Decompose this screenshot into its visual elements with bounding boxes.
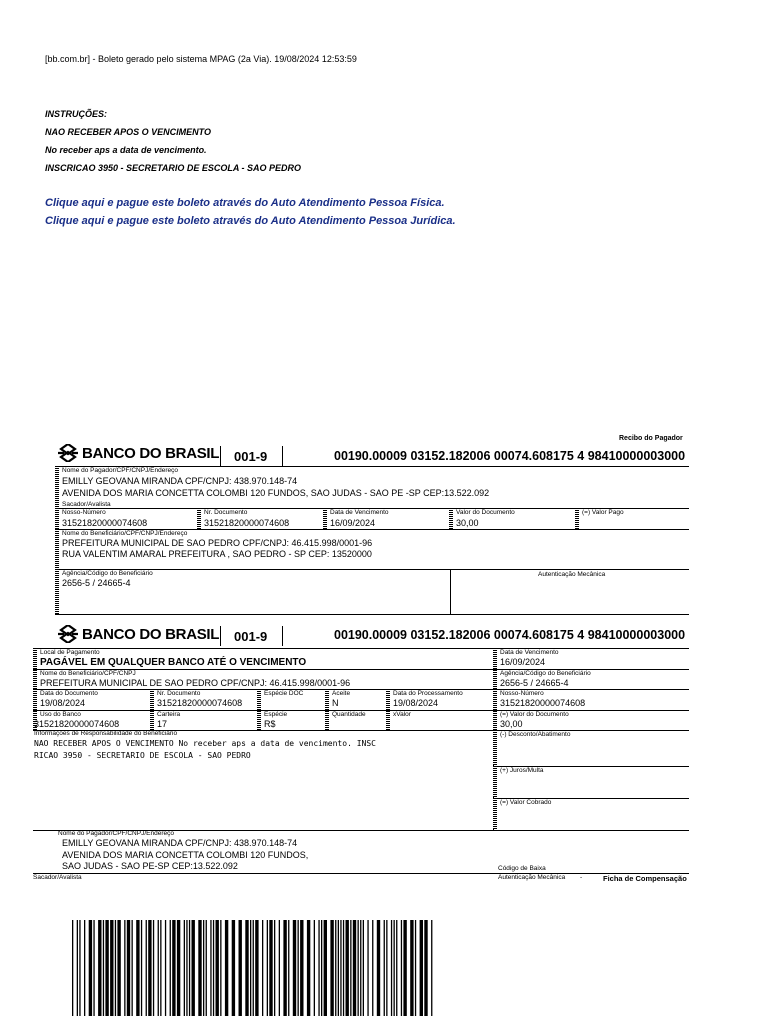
especie-label: Espécie: [264, 711, 288, 718]
barcode-bar: [177, 920, 180, 1016]
barcode-bar: [335, 920, 336, 1016]
barcode-bar: [79, 920, 80, 1016]
agencia: 2656-5 / 24665-4: [500, 678, 569, 688]
barcode-bar: [186, 920, 187, 1016]
barcode-bar: [403, 920, 406, 1016]
xvalor-label: xValor: [393, 711, 411, 718]
barcode-bar: [420, 920, 423, 1016]
bank-code: 001-9: [234, 629, 268, 644]
barcode-bar: [267, 920, 268, 1016]
link-pessoa-juridica[interactable]: Clique aqui e pague este boleto através do Auto Atendimento Pessoa Jurídica.: [45, 215, 456, 227]
info-label: Informações de Responsabilidade do Beneficiário: [34, 730, 178, 737]
bb-logo-icon: [57, 625, 79, 643]
quantidade-label: Quantidade: [332, 711, 366, 718]
barcode-bar: [279, 920, 280, 1016]
barcode-bar: [431, 920, 432, 1016]
barcode-bar: [245, 920, 248, 1016]
barcode-bar: [148, 920, 151, 1016]
beneficiario-line1: PREFEITURA MUNICIPAL DE SAO PEDRO CPF/CNPJ: 46.415.998/0001-96: [62, 538, 373, 548]
barcode-bar: [350, 920, 351, 1016]
barcode-bar: [213, 920, 214, 1016]
carteira-label: Carteira: [157, 711, 181, 718]
nosso-numero: 31521820000074608: [500, 698, 586, 708]
bb-logo-icon: [57, 444, 79, 462]
barcode-bar: [239, 920, 242, 1016]
barcode-bar: [105, 920, 108, 1016]
juros-label: (+) Juros/Multa: [500, 767, 544, 774]
benef: PREFEITURA MUNICIPAL DE SAO PEDRO CPF/CNPJ: 46.415.998/0001-96: [40, 678, 351, 688]
payer-line1: EMILLY GEOVANA MIRANDA CPF/CNPJ: 438.970.148-74: [62, 476, 298, 486]
instructions-title: INSTRUÇÕES:: [45, 109, 108, 119]
barcode-bar: [115, 920, 116, 1016]
barcode-bar: [386, 920, 387, 1016]
bank-code: 001-9: [234, 449, 268, 464]
barcode-bar: [330, 920, 333, 1016]
instruction-line: INSCRICAO 3950 - SECRETARIO DE ESCOLA - SAO PEDRO: [45, 163, 302, 173]
barcode-bar: [184, 920, 185, 1016]
barcode-bar: [192, 920, 195, 1016]
link-pessoa-fisica[interactable]: Clique aqui e pague este boleto através do Auto Atendimento Pessoa Física.: [45, 197, 445, 209]
barcode-bar: [394, 920, 395, 1016]
barcode-bar: [324, 920, 327, 1016]
barcode-bar: [314, 920, 315, 1016]
benef-label: Nome do Beneficiário/CPF/CNPJ: [40, 670, 136, 677]
dash-separator: -: [580, 874, 583, 881]
barcode-bar: [220, 920, 221, 1016]
venc: 16/09/2024: [500, 657, 546, 667]
valor-doc: 30,00: [456, 518, 479, 528]
pagador-line2: AVENIDA DOS MARIA CONCETTA COLOMBI 120 FUNDOS,: [62, 850, 309, 860]
local-pagamento: PAGÁVEL EM QUALQUER BANCO ATÉ O VENCIMENTO: [40, 657, 307, 668]
barcode-bar: [210, 920, 211, 1016]
barcode-bar: [424, 920, 427, 1016]
barcode-bar: [318, 920, 319, 1016]
beneficiario-label: Nome do Beneficiário/CPF/CNPJ/Endereço: [62, 530, 188, 537]
barcode-bar: [136, 920, 139, 1016]
agencia-label: Agência/Código do Beneficiário: [62, 570, 153, 577]
barcode-bar: [103, 920, 104, 1016]
barcode-bar: [160, 920, 161, 1016]
barcode-bar: [203, 920, 204, 1016]
sacador-label: Sacador/Avalista: [62, 501, 111, 508]
barcode-bar: [206, 920, 207, 1016]
valor-doc-label: (=) Valor do Documento: [500, 711, 569, 718]
barcode-bar: [98, 920, 101, 1016]
especie: R$: [264, 719, 276, 729]
nr-doc-label: Nr. Documento: [157, 690, 201, 697]
barcode-bar: [250, 920, 251, 1016]
vencimento: 16/09/2024: [330, 518, 376, 528]
barcode-bar: [410, 920, 413, 1016]
barcode-bar: [141, 920, 142, 1016]
barcode-bar: [401, 920, 402, 1016]
bank-name: BANCO DO BRASIL: [82, 444, 220, 462]
barcode-bar: [232, 920, 235, 1016]
barcode-bar: [372, 920, 373, 1016]
vencimento-label: Data de Vencimento: [330, 509, 389, 516]
barcode-bar: [165, 920, 166, 1016]
barcode-bar: [367, 920, 368, 1016]
barcode-bar: [293, 920, 296, 1016]
digitable-line: 00190.00009 03152.182006 00074.608175 4 98410000003000: [334, 449, 686, 463]
uso-banco: 31521820000074608: [34, 719, 120, 729]
sacador-label: Sacador/Avalista: [33, 874, 82, 881]
barcode-bar: [353, 920, 356, 1016]
barcode-bar: [283, 920, 286, 1016]
barcode-bar: [153, 920, 154, 1016]
barcode-bar: [360, 920, 361, 1016]
uso-banco-label: Uso do Banco: [40, 711, 81, 718]
pagador-line3: SAO JUDAS - SAO PE-SP CEP:13.522.092: [62, 861, 238, 871]
barcode-bar: [225, 920, 228, 1016]
barcode-bar: [321, 920, 322, 1016]
nr-doc-label: Nr. Documento: [204, 509, 248, 516]
autenticacao-label: Autenticação Mecânica: [538, 571, 606, 578]
barcode-bar: [72, 920, 73, 1016]
payer-line2: AVENIDA DOS MARIA CONCETTA COLOMBI 120 FUNDOS, SAO JUDAS - SAO PE -SP CEP:13.522.092: [62, 488, 490, 498]
barcode-bar: [274, 920, 275, 1016]
agencia-label: Agência/Código do Beneficiário: [500, 670, 591, 677]
nosso-numero: 31521820000074608: [62, 518, 148, 528]
barcode-bar: [340, 920, 341, 1016]
barcode-bar: [255, 920, 258, 1016]
barcode-bar: [89, 920, 92, 1016]
digitable-line: 00190.00009 03152.182006 00074.608175 4 98410000003000: [334, 628, 686, 642]
valor-doc-label: Valor do Documento: [456, 509, 515, 516]
barcode-bar: [391, 920, 392, 1016]
payer-label: Nome do Pagador/CPF/CNPJ/Endereço: [62, 467, 178, 474]
barcode-bar: [262, 920, 263, 1016]
barcode-bar: [117, 920, 120, 1016]
instruction-line: NAO RECEBER APOS O VENCIMENTO: [45, 127, 212, 137]
info-line1: NAO RECEBER APOS O VENCIMENTO No receber aps a data de vencimento. INSC: [34, 739, 376, 748]
barcode-bar: [415, 920, 416, 1016]
barcode-bar: [110, 920, 113, 1016]
autenticacao-label: Autenticação Mecânica: [498, 874, 566, 881]
nosso-numero-label: Nosso-Número: [500, 690, 544, 697]
venc-label: Data de Vencimento: [500, 649, 559, 656]
bank-logo: [57, 444, 219, 462]
bank-name: BANCO DO BRASIL: [82, 625, 220, 643]
especie-doc-label: Espécie DOC: [264, 690, 304, 697]
barcode-bar: [346, 920, 349, 1016]
barcode-bar: [93, 920, 94, 1016]
barcode-bar: [170, 920, 171, 1016]
barcode-bar: [377, 920, 380, 1016]
data-doc-label: Data do Documento: [40, 690, 98, 697]
barcode-bar: [124, 920, 125, 1016]
barcode-bar: [307, 920, 310, 1016]
valor-pago-label: (=) Valor Pago: [582, 509, 624, 516]
barcode-bar: [77, 920, 78, 1016]
nr-doc: 31521820000074608: [157, 698, 243, 708]
barcode-bar: [132, 920, 133, 1016]
data-doc: 19/08/2024: [40, 698, 86, 708]
barcode-bar: [158, 920, 159, 1016]
pagador-label: Nome do Pagador/CPF/CNPJ/Endereço: [58, 830, 174, 837]
cobrado-label: (=) Valor Cobrado: [500, 799, 552, 806]
barcode-bar: [189, 920, 190, 1016]
barcode-bar: [172, 920, 175, 1016]
codigo-baixa-label: Código de Baixa: [498, 865, 546, 872]
barcode-bar: [127, 920, 130, 1016]
barcode-bar: [358, 920, 359, 1016]
barcode-bar: [338, 920, 339, 1016]
page-header: [bb.com.br] - Boleto gerado pelo sistema MPAG (2a Via). 19/08/2024 12:53:59: [45, 54, 357, 64]
carteira: 17: [157, 719, 168, 729]
agencia: 2656-5 / 24665-4: [62, 578, 131, 588]
beneficiario-line2: RUA VALENTIM AMARAL PREFEITURA , SAO PEDRO - SP CEP: 13520000: [62, 549, 372, 559]
barcode-bar: [363, 920, 364, 1016]
pagador-line1: EMILLY GEOVANA MIRANDA CPF/CNPJ: 438.970.148-74: [62, 838, 298, 848]
bank-logo: [57, 625, 219, 643]
barcode-bar: [300, 920, 303, 1016]
barcode: [72, 920, 434, 1016]
barcode-bar: [84, 920, 85, 1016]
aceite: N: [332, 698, 339, 708]
desconto-label: (-) Desconto/Abatimento: [500, 731, 571, 738]
barcode-bar: [253, 920, 254, 1016]
nosso-numero-label: Nosso-Número: [62, 509, 106, 516]
local-label: Local de Pagamento: [40, 649, 100, 656]
barcode-bar: [146, 920, 147, 1016]
barcode-bar: [343, 920, 344, 1016]
receipt-title: Recibo do Pagador: [619, 435, 683, 442]
nr-doc: 31521820000074608: [204, 518, 290, 528]
data-proc-label: Data do Processamento: [393, 690, 463, 697]
barcode-bar: [269, 920, 272, 1016]
ficha-label: Ficha de Compensação: [603, 874, 687, 883]
barcode-bar: [298, 920, 299, 1016]
aceite-label: Aceite: [332, 690, 351, 697]
barcode-bar: [198, 920, 201, 1016]
valor-doc: 30,00: [500, 719, 523, 729]
barcode-bar: [384, 920, 385, 1016]
instruction-line: No receber aps a data de vencimento.: [45, 145, 207, 155]
barcode-bar: [288, 920, 289, 1016]
barcode-bar: [396, 920, 397, 1016]
barcode-bar: [216, 920, 219, 1016]
info-line2: RICAO 3950 - SECRETARIO DE ESCOLA - SAO PEDRO: [34, 751, 251, 760]
data-proc: 19/08/2024: [393, 698, 439, 708]
